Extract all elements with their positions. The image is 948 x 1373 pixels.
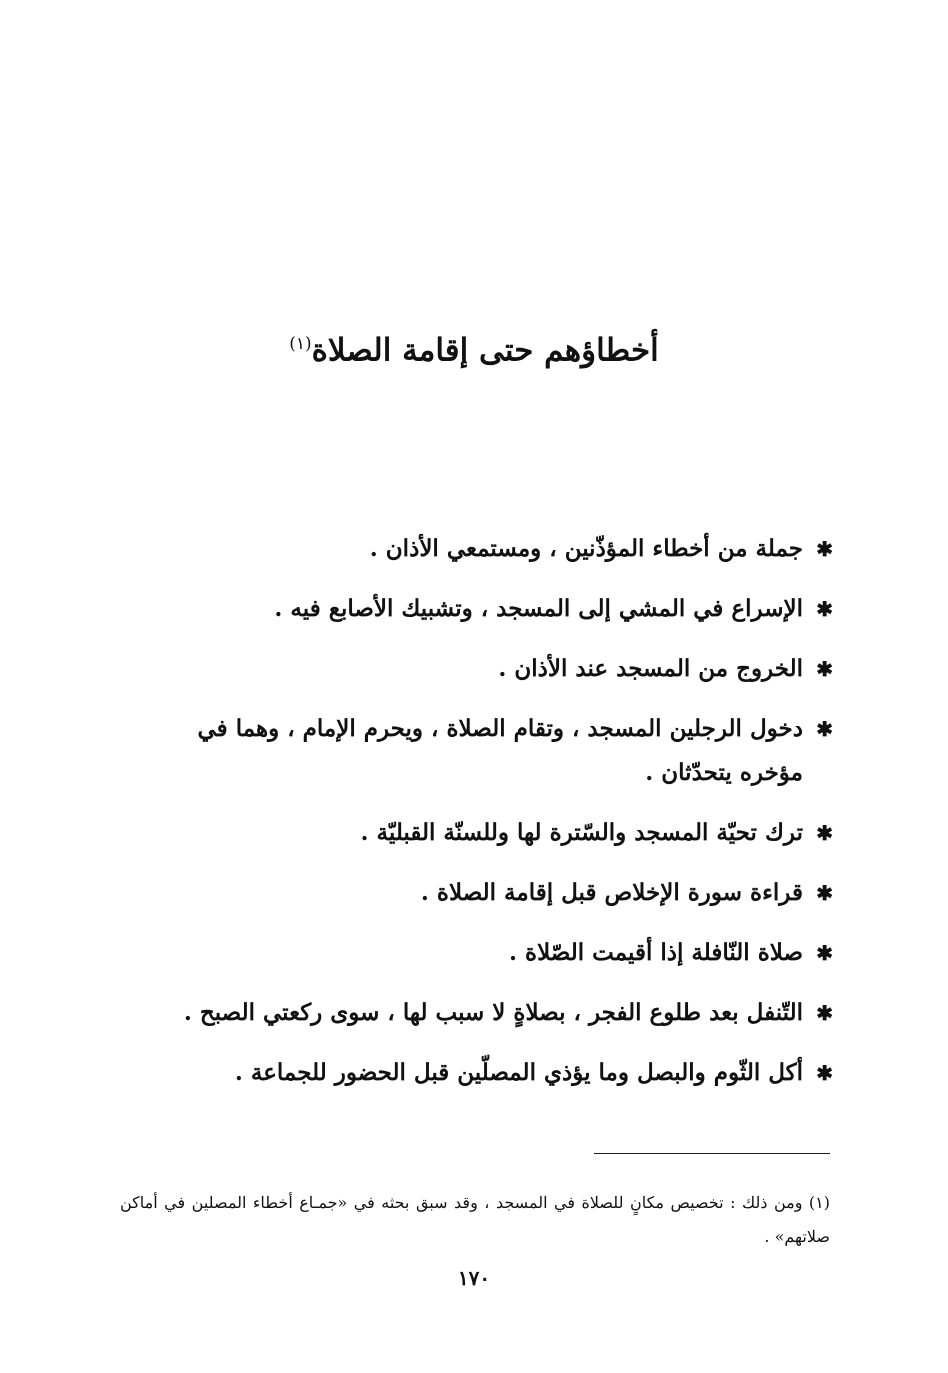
footnote-divider: [594, 1153, 830, 1154]
list-item-text: دخول الرجلين المسجد ، وتقام الصلاة ، ويحرم الإمام ، وهما في مؤخره يتحدّثان .: [197, 715, 803, 786]
list-item-text: ترك تحيّة المسجد والسّترة لها وللسنّة القبليّة .: [360, 819, 803, 846]
bullet-star-icon: ✱: [816, 1061, 833, 1085]
list-item-text: التّنفل بعد طلوع الفجر ، بصلاةٍ لا سبب لها ، سوى ركعتي الصبح .: [183, 999, 803, 1026]
list-item-text: قراءة سورة الإخلاص قبل إقامة الصلاة .: [420, 879, 803, 906]
bullet-star-icon: ✱: [816, 537, 833, 561]
list-item: [128, 647, 833, 691]
list-item: [128, 707, 833, 795]
list-item-text: جملة من أخطاء المؤذّنين ، ومستمعي الأذان .: [369, 535, 803, 562]
bullet-star-icon: ✱: [816, 597, 833, 621]
list-item: [128, 587, 833, 631]
bullet-star-icon: ✱: [816, 941, 833, 965]
bullet-star-icon: ✱: [816, 881, 833, 905]
title-text: أخطاؤهم حتى إقامة الصلاة: [311, 332, 659, 369]
footnote-reference: (١): [289, 333, 312, 354]
list-item-text: الخروج من المسجد عند الأذان .: [498, 655, 803, 682]
list-item: [128, 811, 833, 855]
page-title: [0, 319, 948, 375]
list-item: [128, 991, 833, 1035]
page-number: ١٧٠: [457, 1266, 491, 1290]
list-item: [128, 1051, 833, 1095]
list-item: [128, 931, 833, 975]
bullet-star-icon: ✱: [816, 1001, 833, 1025]
errors-list: [128, 527, 833, 1111]
bullet-star-icon: ✱: [816, 821, 833, 845]
list-item: [128, 527, 833, 571]
list-item-text: الإسراع في المشي إلى المسجد ، وتشبيك الأصابع فيه .: [274, 595, 803, 622]
list-item-text: أكل الثّوم والبصل وما يؤذي المصلّين قبل الحضور للجماعة .: [234, 1059, 803, 1086]
footnote-text: (١) ومن ذلك : تخصيص مكانٍ للصلاة في المسجد ، وقد سبق بحثه في «جمـاع أخطاء المصلين في أماكن صلاتهم» .: [120, 1193, 830, 1246]
bullet-star-icon: ✱: [816, 717, 833, 741]
list-item-text: صلاة النّافلة إذا أقيمت الصّلاة .: [509, 939, 803, 966]
bullet-star-icon: ✱: [816, 657, 833, 681]
list-item: [128, 871, 833, 915]
